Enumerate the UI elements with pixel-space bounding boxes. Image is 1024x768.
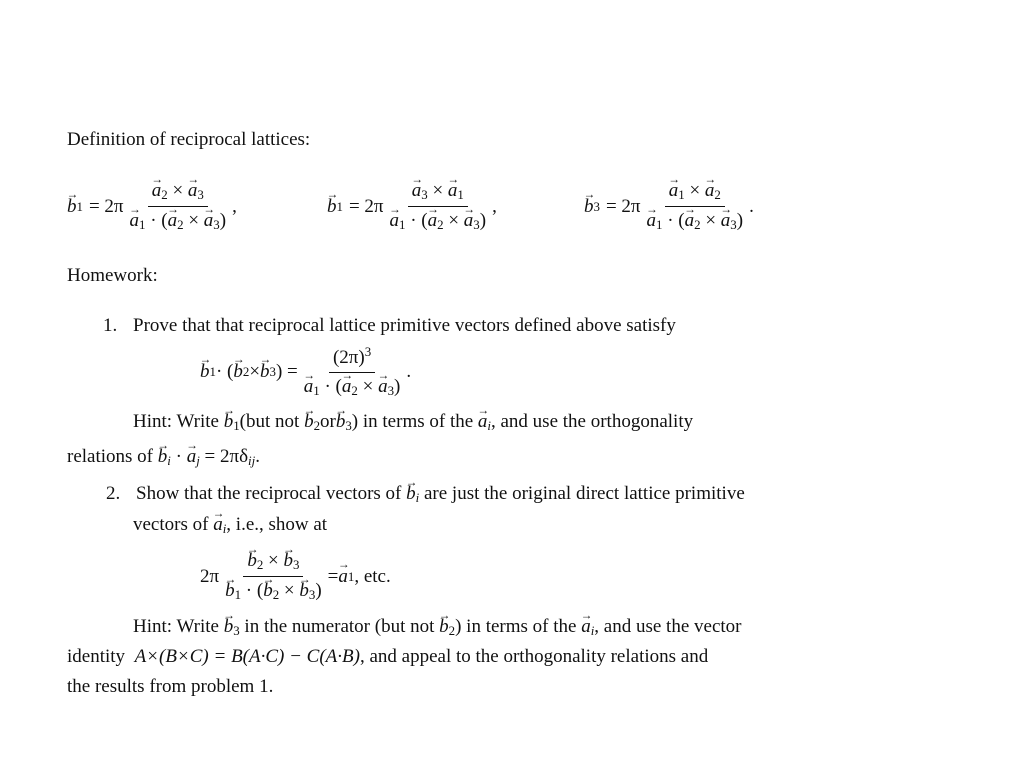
eq3-prefactor: = 2π [605, 195, 641, 217]
eq3-tail: . [749, 195, 754, 217]
eq2-prefactor: = 2π [348, 195, 384, 217]
problem1-hint: Hint: Write → $b_1(but$ not → $b_2or\to b_3$) in terms of the → $a_i$, and use the orthogonality [133, 412, 693, 433]
problem1-fraction: $(2\pi)^3$ → $a_1$ · (→ $a_2$ × → $a_3$) [300, 344, 405, 399]
equation-b1: → b 1 = 2π → $a_2$ × → $a_3$ → $a_1$ · (→ $a_2$ × → $a_3$) , [67, 180, 237, 233]
eq3-fraction: → $a_1$ × → $a_2$ → $a_1$ · (→ $a_2$ × → $a_3$) [643, 180, 748, 233]
problem2-identity: identity A×(B×C) = B(A·C) − C(A·B), and appeal to the orthogonality relations and [67, 646, 709, 667]
eq2-fraction: → $a_3$ × → $a_1$ → $a_1$ · (→ $a_2$ × → $a_3$) [386, 180, 491, 233]
eq1-prefactor: = 2π [88, 195, 124, 217]
problem1-statement: Prove that that reciprocal lattice primitive vectors defined above satisfy [133, 315, 676, 336]
eq1-tail: , [232, 195, 237, 217]
problem1-number: 1. [103, 315, 118, 336]
problem1-equation: → b 1 · ( → b 2 × → b 3 ) = $(2\pi)^3$ → $a_1$ · (→ $a_2$ × → $a_3$) . [200, 344, 411, 399]
problem2-last-line: the results from problem 1. [67, 676, 274, 697]
eq1-fraction: → $a_2$ × → $a_3$ → $a_1$ · (→ $a_2$ × → $a_3$) [126, 180, 231, 233]
problem2-number: 2. [106, 483, 121, 504]
problem2-equation: 2π → $b_2$ × → $b_3$ → $b_1$ · (→ $b_2$ × → $b_3$) = → a 1 , etc. [200, 550, 391, 603]
equation-b3: → b 3 = 2π → $a_1$ × → $a_2$ → $a_1$ · (→ $a_2$ × → $a_3$) . [584, 180, 754, 233]
eq2-lhs: → b [327, 196, 337, 218]
problem2-hint: Hint: Write → $b_3$ in the numerator (but not → $b_2$) in terms of the → $a_i$, and use the vector [133, 617, 742, 638]
problem1-relations: relations of → $b_i$ · → $a_j = 2\pi\delta_{ij}$. [67, 447, 260, 468]
section-heading: Definition of reciprocal lattices: [67, 129, 311, 150]
problem2-line2: vectors of → $a_i$, i.e., show at [133, 515, 327, 536]
problem2-fraction: → $b_2$ × → $b_3$ → $b_1$ · (→ $b_2$ × → $b_3$) [221, 550, 326, 603]
eq3-lhs: → b [584, 196, 594, 218]
eq2-tail: , [492, 195, 497, 217]
vector-identity-formula: A×(B×C) = B(A·C) − C(A·B) [134, 646, 360, 667]
homework-label: Homework: [67, 265, 158, 286]
eq1-lhs: → b [67, 196, 77, 218]
equation-b2: → b 1 = 2π → $a_3$ × → $a_1$ → $a_1$ · (→ $a_2$ × → $a_3$) , [327, 180, 497, 233]
problem2-statement: Show that the reciprocal vectors of → $b_i$ are just the original direct lattice primitive [136, 484, 745, 505]
